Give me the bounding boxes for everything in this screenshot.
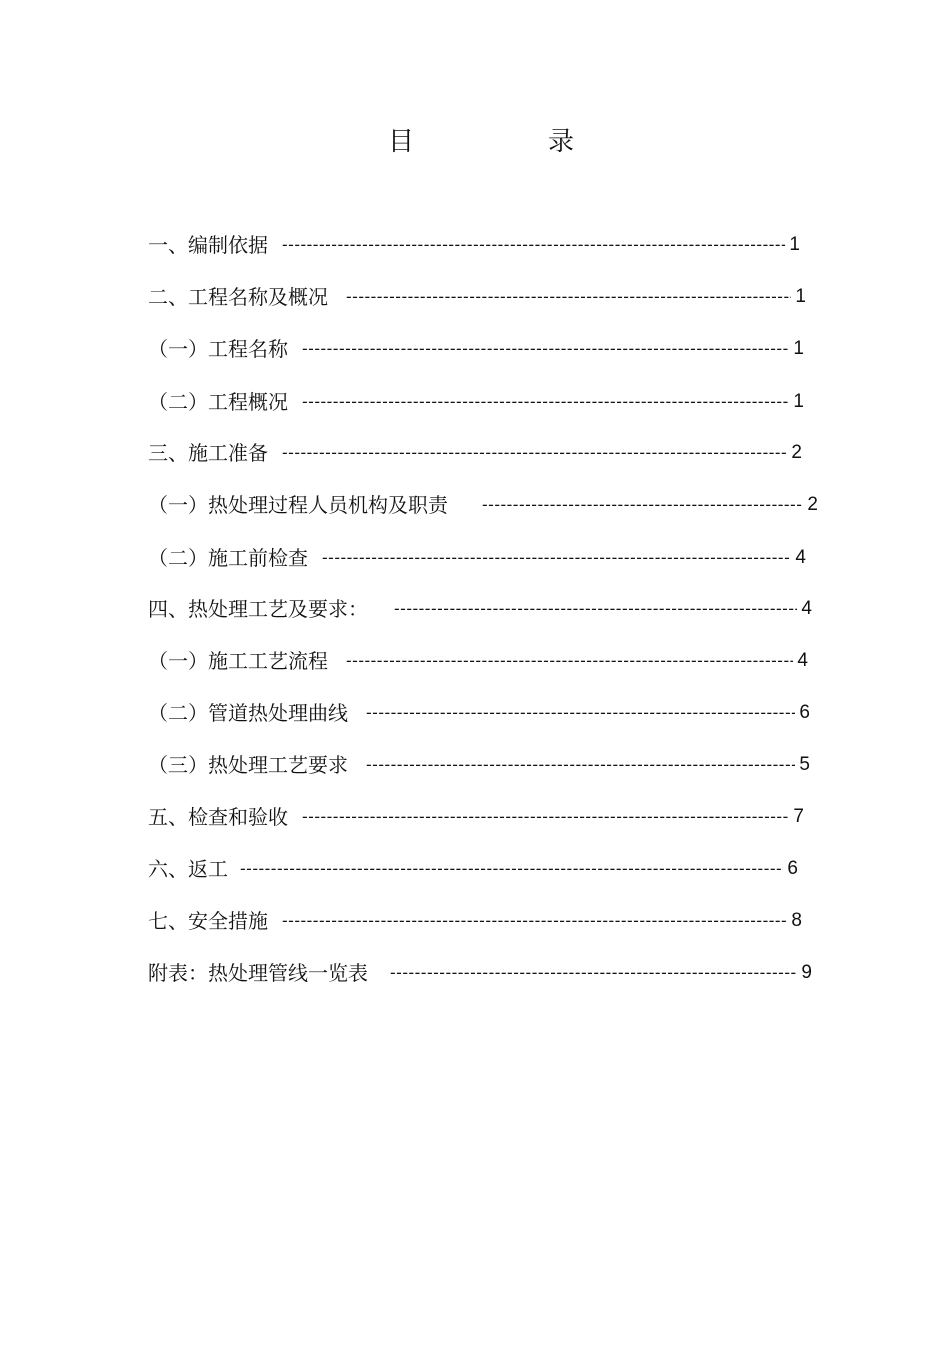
toc-entry[interactable] <box>148 231 800 259</box>
toc-entry-page: 2 <box>807 494 818 515</box>
toc-entry-page: 9 <box>801 962 812 983</box>
toc-leader-dots <box>346 647 793 675</box>
toc-entry-page: 6 <box>787 858 798 879</box>
toc-entry[interactable] <box>148 335 804 363</box>
toc-entry-page: 1 <box>795 286 806 307</box>
toc-entry-label: 六、返工 <box>148 857 228 881</box>
toc-entry-page: 1 <box>793 338 804 359</box>
toc-title-char-2: 录 <box>548 127 575 157</box>
toc-entry-label: （一）热处理过程人员机构及职责 <box>148 493 448 517</box>
toc-entry[interactable] <box>148 544 806 572</box>
toc-leader-dots <box>394 595 797 623</box>
toc-entry[interactable] <box>148 907 802 935</box>
toc-leader-dots <box>302 388 789 416</box>
toc-entry[interactable] <box>148 699 810 727</box>
toc-leader-dots <box>366 751 795 779</box>
toc-leader-dots <box>322 544 791 572</box>
toc-leader-dots <box>282 231 785 259</box>
toc-entry-label: 七、安全措施 <box>148 909 268 933</box>
toc-entry-page: 5 <box>799 754 810 775</box>
toc-entry-label: 五、检查和验收 <box>148 805 288 829</box>
toc-entry-label: 一、编制依据 <box>148 233 268 257</box>
toc-entry[interactable] <box>148 647 808 675</box>
toc-entry-page: 4 <box>797 650 808 671</box>
toc-leader-dots <box>302 803 789 831</box>
toc-entry-page: 4 <box>795 547 806 568</box>
toc-leader-dots <box>240 855 783 883</box>
toc-entry[interactable] <box>148 959 812 987</box>
toc-entry-page: 6 <box>799 702 810 723</box>
toc-entry-label: （二）施工前检查 <box>148 546 308 570</box>
toc-entry-page: 2 <box>791 442 802 463</box>
toc-entry-label: （三）热处理工艺要求 <box>148 753 348 777</box>
toc-entry[interactable] <box>148 439 802 467</box>
toc-leader-dots <box>482 491 803 519</box>
toc-entry-label: 二、工程名称及概况 <box>148 285 328 309</box>
toc-entry[interactable] <box>148 283 806 311</box>
toc-entry-page: 1 <box>789 234 800 255</box>
toc-leader-dots <box>346 283 791 311</box>
toc-entry-label: （一）工程名称 <box>148 337 288 361</box>
toc-entry-label: （一）施工工艺流程 <box>148 649 328 673</box>
toc-leader-dots <box>366 699 795 727</box>
toc-entry-label: 附表：热处理管线一览表 <box>148 961 368 985</box>
toc-entry-label: 四、热处理工艺及要求： <box>148 597 368 621</box>
toc-entry-label: （二）工程概况 <box>148 390 288 414</box>
toc-entry[interactable] <box>148 491 818 519</box>
toc-leader-dots <box>390 959 797 987</box>
toc-leader-dots <box>282 907 787 935</box>
toc-entry-label: 三、施工准备 <box>148 441 268 465</box>
toc-entry[interactable] <box>148 751 810 779</box>
toc-entry-page: 8 <box>791 910 802 931</box>
toc-entry[interactable] <box>148 855 798 883</box>
toc-entry-page: 1 <box>793 391 804 412</box>
toc-leader-dots <box>302 335 789 363</box>
toc-entry-label: （二）管道热处理曲线 <box>148 701 348 725</box>
toc-entry[interactable] <box>148 388 804 416</box>
toc-entry-page: 4 <box>801 598 812 619</box>
toc-leader-dots <box>282 439 787 467</box>
toc-entry-page: 7 <box>793 806 804 827</box>
toc-title-char-1: 目 <box>388 127 415 157</box>
toc-entry[interactable] <box>148 803 804 831</box>
toc-entry[interactable] <box>148 595 812 623</box>
